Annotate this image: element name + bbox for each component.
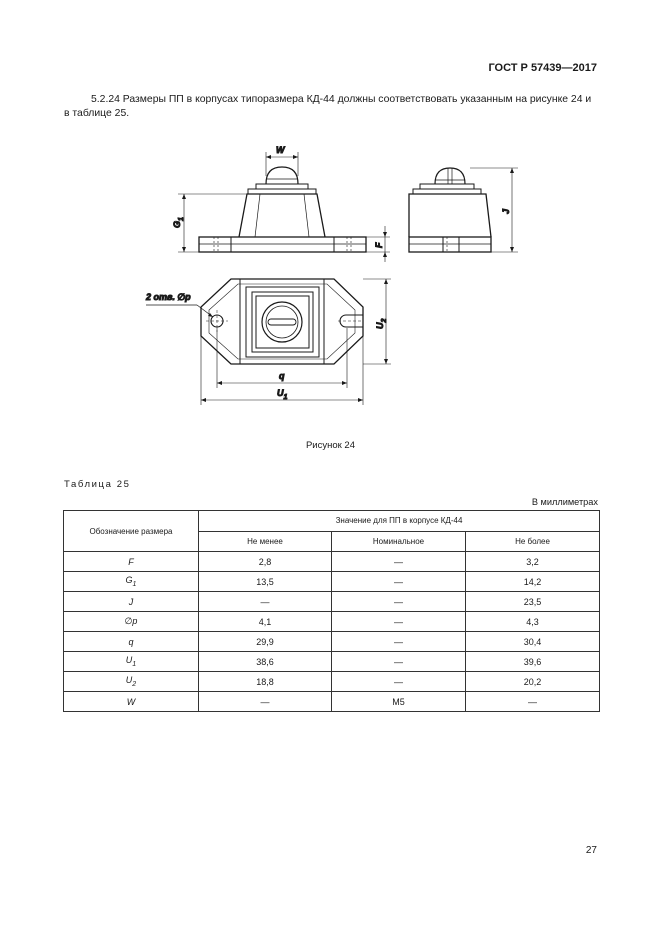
table-body: [64, 552, 600, 712]
table-row: [64, 592, 600, 612]
header-min: Не менее: [199, 531, 332, 552]
cell-min: —: [199, 692, 332, 712]
cell-symbol: F: [64, 552, 199, 572]
table-row: [64, 612, 600, 632]
cell-min: 2,8: [199, 552, 332, 572]
label-u1-sub: 1: [283, 394, 288, 401]
cell-symbol: $G_1$: [64, 572, 199, 592]
cell-symbol: J: [64, 592, 199, 612]
cell-symbol: $U_1$: [64, 652, 199, 672]
table-row: [64, 552, 600, 572]
table-row: [64, 572, 600, 592]
section-paragraph: 5.2.24 Размеры ПП в корпусах типоразмера КД-44 должны соответствовать указанным на рисунке 24 и в таблице 25.: [64, 94, 592, 119]
cell-max: 23,5: [466, 592, 600, 612]
cell-max: 14,2: [466, 572, 600, 592]
cell-nom: —: [332, 672, 466, 692]
table-header-row: [64, 511, 600, 532]
cell-max: 30,4: [466, 632, 600, 652]
front-view: [172, 145, 390, 262]
cell-max: 39,6: [466, 652, 600, 672]
cell-nom: —: [332, 552, 466, 572]
label-g1-sub: 1: [178, 217, 185, 221]
label-j: J: [501, 208, 511, 214]
table-row: [64, 632, 600, 652]
label-u1: U: [277, 388, 284, 398]
cell-max: 4,3: [466, 612, 600, 632]
page-number: 27: [585, 845, 597, 856]
cell-min: 4,1: [199, 612, 332, 632]
table-units: В миллиметрах: [531, 497, 598, 507]
document-code: ГОСТ Р 57439—2017: [488, 62, 597, 74]
cell-symbol: W: [64, 692, 199, 712]
table-row: [64, 672, 600, 692]
cell-nom: —: [332, 592, 466, 612]
header-value-group: Значение для ПП в корпусе КД-44: [199, 511, 600, 532]
header-nominal: Номинальное: [332, 531, 466, 552]
cell-min: 29,9: [199, 632, 332, 652]
label-hole: 2 отв. ∅p: [146, 292, 191, 302]
label-u2-sub: 2: [381, 318, 388, 323]
cell-symbol: $U_2$: [64, 672, 199, 692]
cell-symbol: ∅p: [64, 612, 199, 632]
label-w: W: [276, 145, 285, 155]
figure-caption: Рисунок 24: [305, 440, 356, 451]
cell-min: 38,6: [199, 652, 332, 672]
cell-nom: M5: [332, 692, 466, 712]
cell-max: 3,2: [466, 552, 600, 572]
table-row: [64, 652, 600, 672]
cell-nom: —: [332, 572, 466, 592]
side-view: [409, 168, 518, 252]
svg-text:U1: [277, 388, 288, 401]
cell-max: 20,2: [466, 672, 600, 692]
label-q: q: [279, 371, 285, 381]
cell-min: 18,8: [199, 672, 332, 692]
svg-text:G1: [172, 217, 185, 228]
label-u2: U: [375, 322, 385, 329]
figure-24-drawing: [0, 0, 661, 430]
table-title: Таблица 25: [64, 479, 131, 490]
header-max: Не более: [466, 531, 600, 552]
cell-nom: —: [332, 612, 466, 632]
label-f: F: [374, 242, 384, 248]
label-g1: G: [172, 220, 182, 228]
table-row: [64, 692, 600, 712]
dimensions-table: [63, 510, 600, 712]
cell-max: —: [466, 692, 600, 712]
cell-min: —: [199, 592, 332, 612]
header-designation: Обозначение размера: [64, 511, 199, 552]
cell-min: 13,5: [199, 572, 332, 592]
cell-nom: —: [332, 652, 466, 672]
top-view: [145, 279, 391, 405]
cell-symbol: q: [64, 632, 199, 652]
cell-nom: —: [332, 632, 466, 652]
